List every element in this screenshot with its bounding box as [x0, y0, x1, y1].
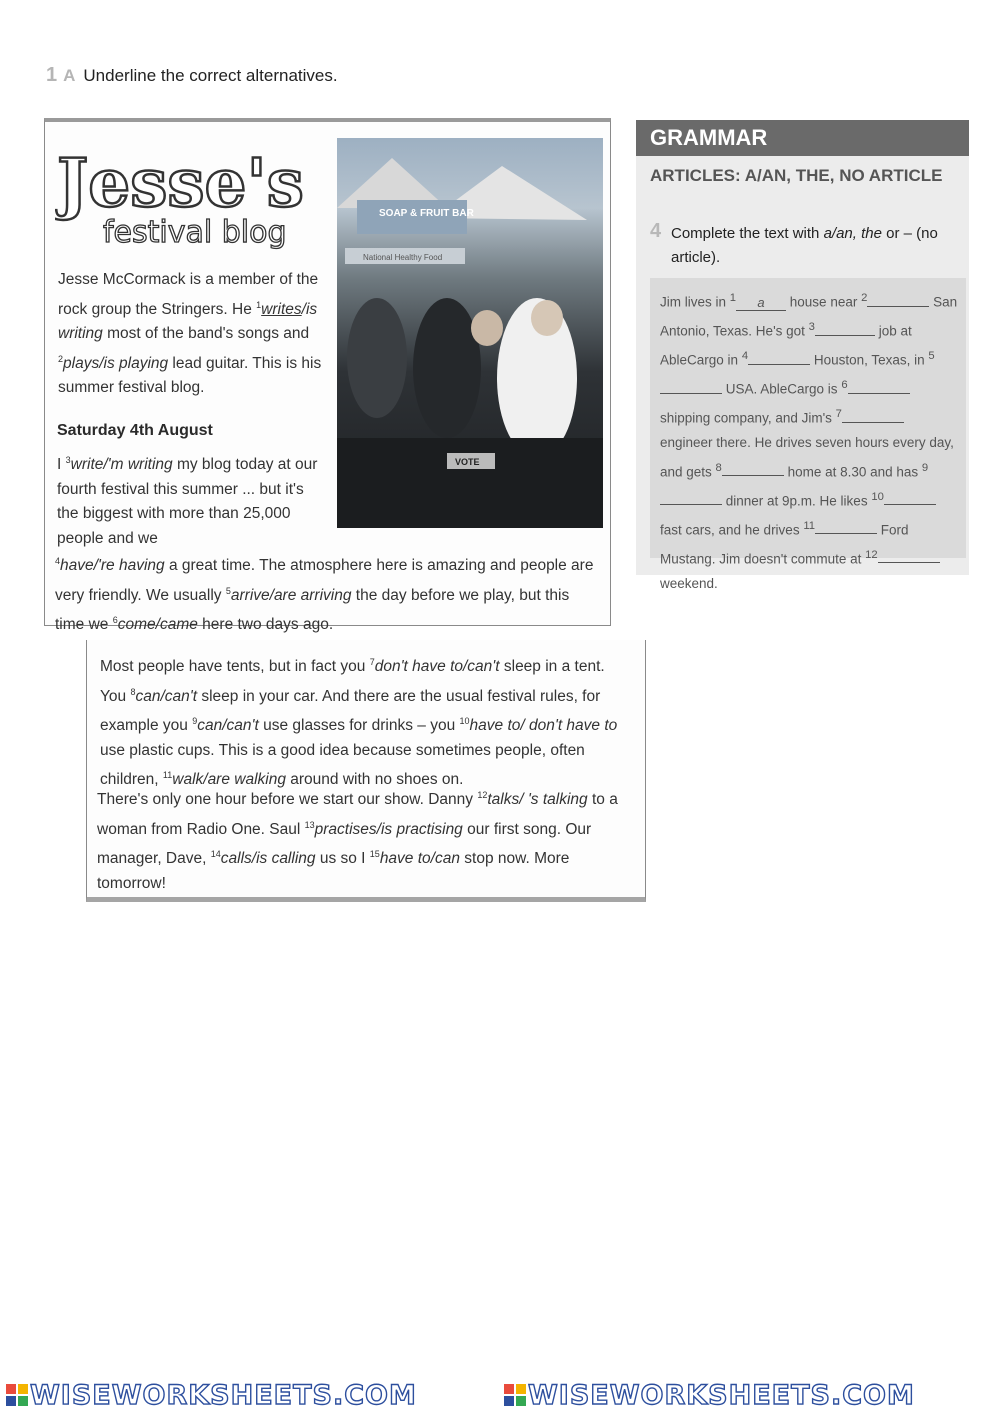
- watermark-text: WISEWORKSHEETS.COM: [30, 1380, 417, 1411]
- task-number: 4: [650, 220, 662, 242]
- photo-sign-text-2: National Healthy Food: [363, 253, 443, 262]
- q6-options[interactable]: come/came: [117, 616, 198, 634]
- gap-9[interactable]: [660, 490, 722, 505]
- blog-entry-part2: $^4$have/'re having a great time. The atmosphere here is amazing and people are very friendly. We usually $^5$arrive/are arriving the day before we play, but this time we $^6$come/came here two days ago.: [55, 556, 594, 634]
- blog-intro: Jesse McCormack is a member of the rock group the Stringers. He $^1$writes/is writing most of the band's songs and $^2$plays/is playing lead guitar. This is his summer festival blog.: [58, 271, 322, 397]
- grammar-box: [636, 120, 969, 591]
- gap-2[interactable]: [867, 292, 929, 307]
- crowd-person-head: [531, 300, 563, 336]
- q8-options[interactable]: can/can't: [135, 687, 198, 705]
- grammar-title: GRAMMAR: [636, 120, 969, 156]
- gap-3[interactable]: [815, 321, 875, 336]
- gap-fill-panel: [650, 278, 966, 591]
- photo-sign-text-3: VOTE: [455, 457, 480, 467]
- wiseworksheets-logo-icon: [6, 1384, 28, 1406]
- q10-options[interactable]: have to/ don't have to: [469, 717, 618, 735]
- blog-entry-part1: I $^3$write/'m writing my blog today at our fourth festival this summer ... but it's the biggest with more than 25,000 people and we: [57, 455, 318, 547]
- q15-options[interactable]: have to/can: [379, 850, 460, 868]
- exercise-number: 1: [46, 64, 58, 86]
- blog-paragraph-3: There's only one hour before we start our show. Danny $^{12}$talks/ 's talking to a woman from Radio One. Saul $^{13}$practises/is practising our first song. Our manager, Dave, $^{14}$calls/is calling us so I $^{15}$have to/can stop now. More tomorrow!: [97, 790, 618, 892]
- q4-options[interactable]: have/'re having: [60, 557, 165, 575]
- photo-sign-text-1: SOAP & FRUIT BAR: [379, 208, 474, 219]
- blog-logo: [55, 142, 305, 254]
- blog-box-top: [44, 118, 611, 634]
- exercise-heading: [46, 64, 338, 87]
- logo-title: Jesse's: [57, 144, 304, 222]
- q3-options[interactable]: write/'m writing: [70, 456, 173, 474]
- q1-answer-underlined: writes: [261, 300, 302, 318]
- task-instruction: Complete the text with a/an, the or – (no article).: [671, 225, 938, 266]
- watermark-text: WISEWORKSHEETS.COM: [528, 1380, 915, 1411]
- blog-box-bottom: [86, 640, 646, 902]
- footer-watermark: [0, 1378, 1000, 1414]
- crowd-person-head: [471, 310, 503, 346]
- gap-10[interactable]: [884, 490, 936, 505]
- blog-paragraph-2: Most people have tents, but in fact you $^7$don't have to/can't sleep in a tent. You $^8$can/can't sleep in your car. And there are the usual festival rules, for example you $^9$can/can't use glasses for drinks – you $^{10}$have to/ don't have to use plastic cups. This is a good idea because sometimes people, often children, $^{11}$walk/are walking around with no shoes on.: [100, 657, 618, 789]
- q5-options[interactable]: arrive/are arriving: [230, 586, 352, 604]
- q11-options[interactable]: walk/are walking: [172, 771, 286, 789]
- q2-options[interactable]: plays/is playing: [63, 354, 169, 372]
- gap-5[interactable]: [660, 379, 722, 394]
- gap-8[interactable]: [722, 461, 784, 476]
- wiseworksheets-logo-icon: [504, 1384, 526, 1406]
- gap-4[interactable]: [748, 350, 810, 365]
- gap-12[interactable]: [878, 548, 940, 563]
- crowd-person: [413, 298, 481, 438]
- exercise-instruction: Underline the correct alternatives.: [83, 66, 338, 85]
- q14-options[interactable]: calls/is calling: [220, 850, 316, 868]
- crowd-person: [347, 298, 407, 418]
- gap-7[interactable]: [842, 408, 904, 423]
- entry-date: Saturday 4th August: [57, 422, 213, 439]
- gap-11[interactable]: [815, 519, 877, 534]
- q7-options[interactable]: don't have to/can't: [374, 658, 500, 676]
- q13-options[interactable]: practises/is practising: [314, 820, 463, 838]
- q12-options[interactable]: talks/ 's talking: [487, 791, 588, 809]
- grammar-subtitle: ARTICLES: A/AN, THE, NO ARTICLE: [650, 166, 943, 185]
- gap-fill-text: Jim lives in $^1$ a house near $^2$ San Antonio, Texas. He's got $^3$ job at AbleCargo in $^4$ Houston, Texas, in $^5$ USA. AbleCargo is $^6$ shipping company, and Jim's $^7$ engineer there. He drives seven hours every day, and gets $^8$ home at 8.30 and has $^9$ dinner at 9p.m. He likes $^{10}$ fast cars, and he drives $^{11}$ Ford Mustang. Jim doesn't commute at $^{12}$ weekend.: [660, 292, 958, 591]
- gap-1[interactable]: a: [736, 296, 786, 311]
- logo-subtitle: festival blog: [103, 215, 287, 250]
- exercise-letter: A: [63, 66, 76, 85]
- festival-photo: [337, 138, 603, 528]
- gap-6[interactable]: [848, 379, 910, 394]
- crowd-foreground: [337, 438, 603, 528]
- q9-options[interactable]: can/can't: [197, 717, 259, 735]
